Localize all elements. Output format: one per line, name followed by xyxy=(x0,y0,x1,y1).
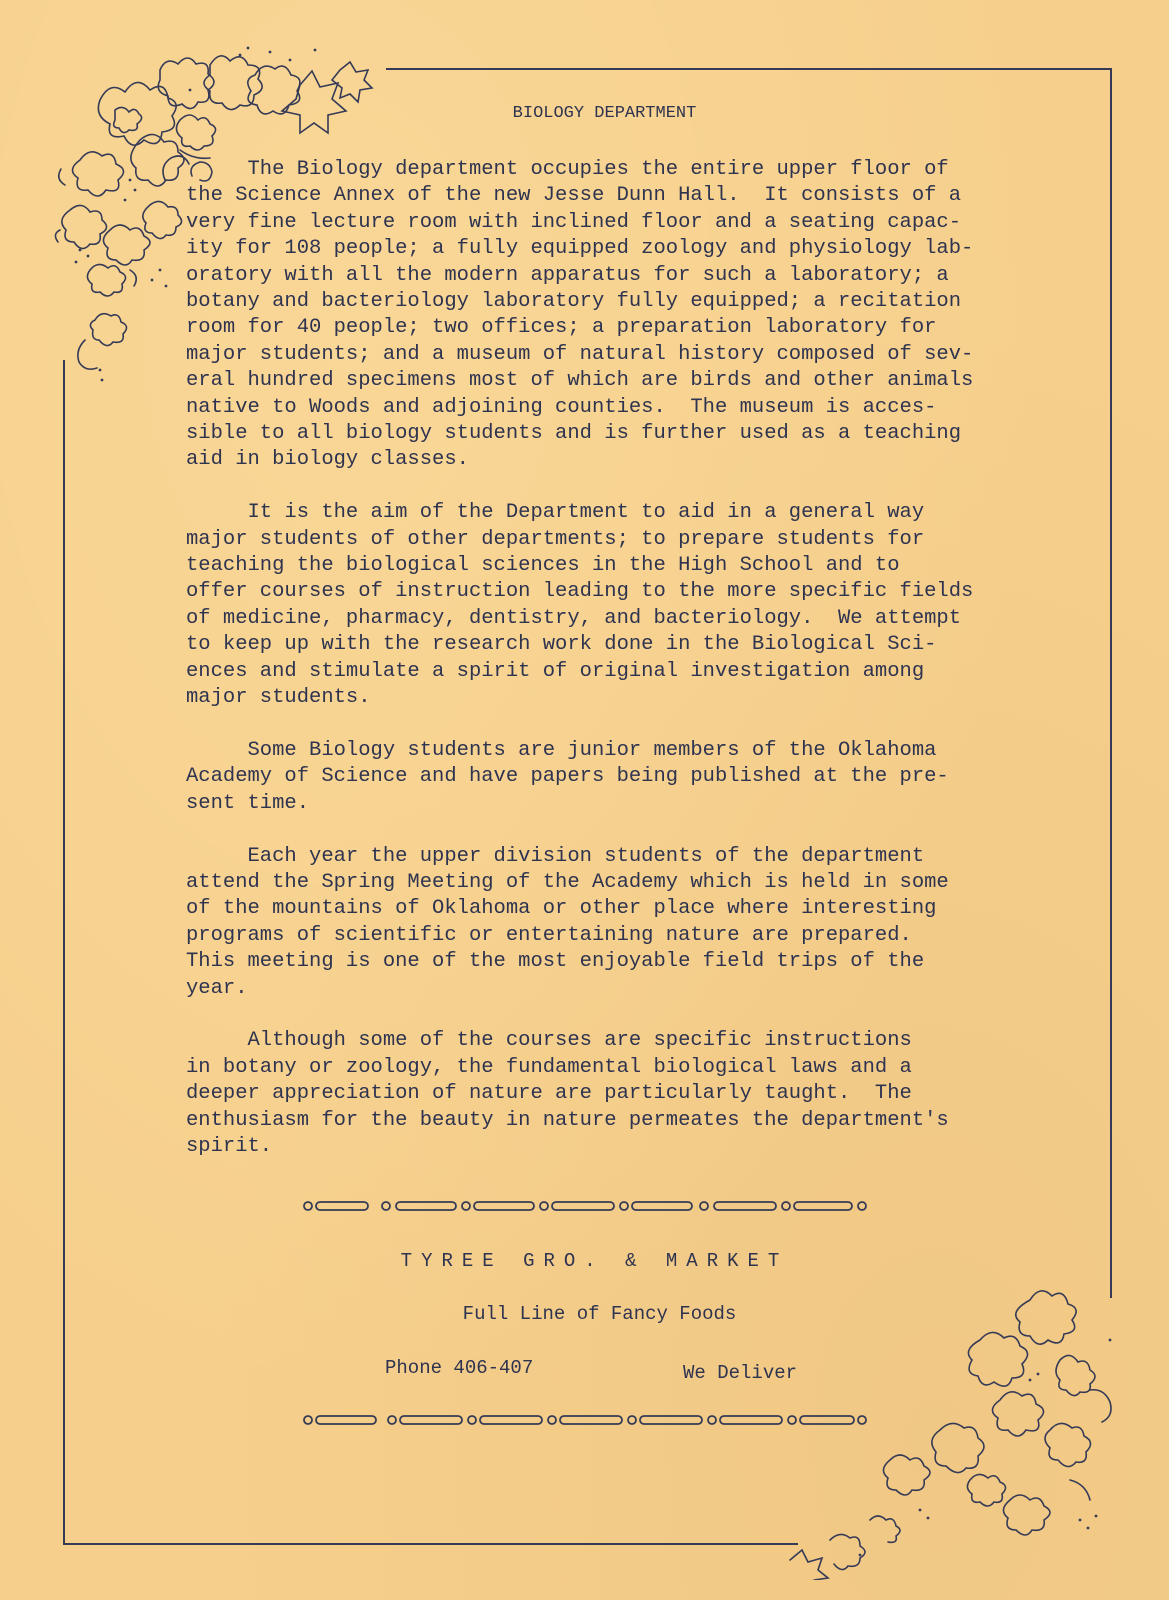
text-line: ences and stimulate a spirit of original investigation among xyxy=(186,659,925,683)
text-line: Although some of the courses are specific instructions xyxy=(186,1029,912,1053)
text-line: room for 40 people; two offices; a preparation laboratory for xyxy=(186,316,937,340)
text-line: of medicine, pharmacy, dentistry, and bacteriology. We attempt xyxy=(186,606,962,630)
text-line: to keep up with the research work done in the Biological Sci- xyxy=(186,633,937,657)
text-line: oratory with all the modern apparatus for such a laboratory; a xyxy=(186,263,949,287)
paragraph xyxy=(186,1028,1066,1160)
text-line: spirit. xyxy=(186,1134,273,1158)
text-line: Some Biology students are junior members of the Oklahoma xyxy=(186,738,937,762)
text-line: sent time. xyxy=(186,791,310,815)
text-line: offer courses of instruction leading to the more specific fields xyxy=(186,580,974,604)
advertiser-delivery: We Deliver xyxy=(683,1362,798,1384)
paragraph xyxy=(186,738,1066,817)
text-line: enthusiasm for the beauty in nature permeates the department's xyxy=(186,1108,949,1132)
chain-divider-icon xyxy=(300,1410,880,1430)
text-line: the Science Annex of the new Jesse Dunn Hall. It consists of a xyxy=(186,184,962,208)
border-top xyxy=(386,68,1112,70)
advertiser-phone: Phone 406-407 xyxy=(385,1357,534,1379)
text-line: Academy of Science and have papers being published at the pre- xyxy=(186,765,949,789)
text-line: very fine lecture room with inclined floor and a seating capac- xyxy=(186,210,962,234)
article-body xyxy=(186,157,1066,1160)
text-line: major students; and a museum of natural history composed of sev- xyxy=(186,342,974,366)
text-line: attend the Spring Meeting of the Academy which is held in some xyxy=(186,870,949,894)
paragraph-gap xyxy=(186,474,1066,500)
text-line: native to Woods and adjoining counties. The museum is acces- xyxy=(186,395,937,419)
paragraph-gap xyxy=(186,1002,1066,1028)
border-left xyxy=(63,360,65,1544)
text-line: deeper appreciation of nature are particularly taught. The xyxy=(186,1082,912,1106)
text-line: botany and bacteriology laboratory fully equipped; a recitation xyxy=(186,290,962,314)
text-line: The Biology department occupies the entire upper floor of xyxy=(186,158,949,181)
advertiser-name: TYREE GRO. & MARKET xyxy=(400,1250,789,1272)
border-bottom xyxy=(63,1543,798,1545)
paragraph xyxy=(186,500,1066,711)
text-line: Each year the upper division students of the department xyxy=(186,844,925,868)
text-line: programs of scientific or entertaining nature are prepared. xyxy=(186,923,912,947)
text-line: This meeting is one of the most enjoyable field trips of the xyxy=(186,950,925,974)
chain-divider-icon xyxy=(300,1196,880,1216)
text-line: teaching the biological sciences in the High School and to xyxy=(186,554,900,578)
text-line: major students of other departments; to prepare students for xyxy=(186,527,925,551)
text-line: aid in biology classes. xyxy=(186,448,469,472)
text-line: year. xyxy=(186,976,248,1000)
text-line: ity for 108 people; a fully equipped zoology and physiology lab- xyxy=(186,237,974,261)
text-line: major students. xyxy=(186,686,371,710)
paragraph-gap xyxy=(186,817,1066,843)
paragraph xyxy=(186,844,1066,1002)
text-line: of the mountains of Oklahoma or other place where interesting xyxy=(186,897,937,921)
advertiser-tagline: Full Line of Fancy Foods xyxy=(462,1303,737,1325)
page-title-text: BIOLOGY DEPARTMENT xyxy=(512,104,697,123)
paragraph xyxy=(186,157,1066,474)
border-right xyxy=(1110,68,1112,1298)
text-line: It is the aim of the Department to aid in a general way xyxy=(186,501,925,525)
text-line: eral hundred specimens most of which are birds and other animals xyxy=(186,369,974,393)
floral-ornament-bottom-right-icon xyxy=(770,1280,1130,1580)
paragraph-gap xyxy=(186,712,1066,738)
page-title xyxy=(0,104,1169,123)
text-line: sible to all biology students and is further used as a teaching xyxy=(186,422,962,446)
text-line: in botany or zoology, the fundamental biological laws and a xyxy=(186,1055,912,1079)
